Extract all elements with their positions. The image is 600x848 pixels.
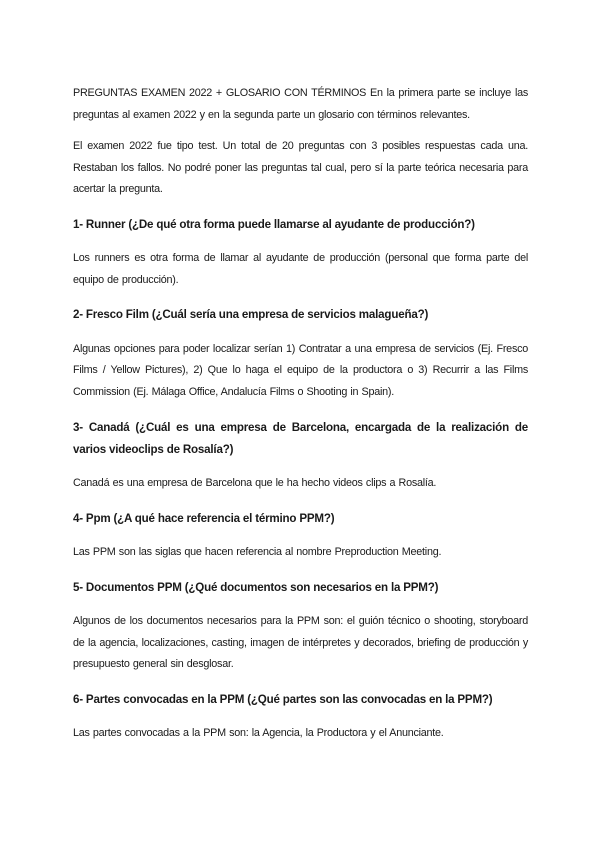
answer-paragraph-5: Algunos de los documentos necesarios para la PPM son: el guión técnico o shooting, storyboard de la agencia, localizaciones, casting, imagen de intérpretes y decorados, briefing de producción y presupuesto general sin desglosar.: [73, 615, 528, 670]
intro-paragraph: PREGUNTAS EXAMEN 2022 + GLOSARIO CON TÉRMINOS En la primera parte se incluye las preguntas al examen 2022 y en la segunda parte un glosario con términos relevantes.: [73, 87, 528, 121]
question-heading-5: 5- Documentos PPM (¿Qué documentos son necesarios en la PPM?): [73, 580, 439, 594]
answer-paragraph-1: Los runners es otra forma de llamar al ayudante de producción (personal que forma parte del equipo de producción).: [73, 252, 528, 286]
document-page: [73, 83, 528, 745]
question-heading-3: 3- Canadá (¿Cuál es una empresa de Barcelona, encargada de la realización de varios videoclips de Rosalía?): [73, 421, 528, 456]
question-heading-2: 2- Fresco Film (¿Cuál sería una empresa de servicios malagueña?): [73, 308, 429, 321]
answer-paragraph-4: Las PPM son las siglas que hacen referencia al nombre Preproduction Meeting.: [73, 546, 442, 558]
answer-paragraph-2: Algunas opciones para poder localizar serían 1) Contratar a una empresa de servicios (Ej. Fresco Films / Yellow Pictures), 2) Que lo haga el equipo de la productora o 3) Recurrir a las Films Commission (Ej. Málaga Office, Andalucía Films o Shooting in Spain).: [73, 342, 528, 398]
question-heading-1: 1- Runner (¿De qué otra forma puede llamarse al ayudante de producción?): [73, 217, 475, 231]
question-heading-4: 4- Ppm (¿A qué hace referencia el término PPM?): [73, 511, 335, 525]
question-heading-6: 6- Partes convocadas en la PPM (¿Qué partes son las convocadas en la PPM?): [73, 692, 493, 706]
answer-paragraph-3: Canadá es una empresa de Barcelona que le ha hecho videos clips a Rosalía.: [73, 477, 437, 489]
exam-description-paragraph: El examen 2022 fue tipo test. Un total de 20 preguntas con 3 posibles respuestas cada una. Restaban los fallos. No podré poner las preguntas tal cual, pero sí la parte teórica necesaria para acertar la pregunta.: [73, 140, 528, 195]
answer-paragraph-6: Las partes convocadas a la PPM son: la Agencia, la Productora y el Anunciante.: [73, 727, 444, 739]
